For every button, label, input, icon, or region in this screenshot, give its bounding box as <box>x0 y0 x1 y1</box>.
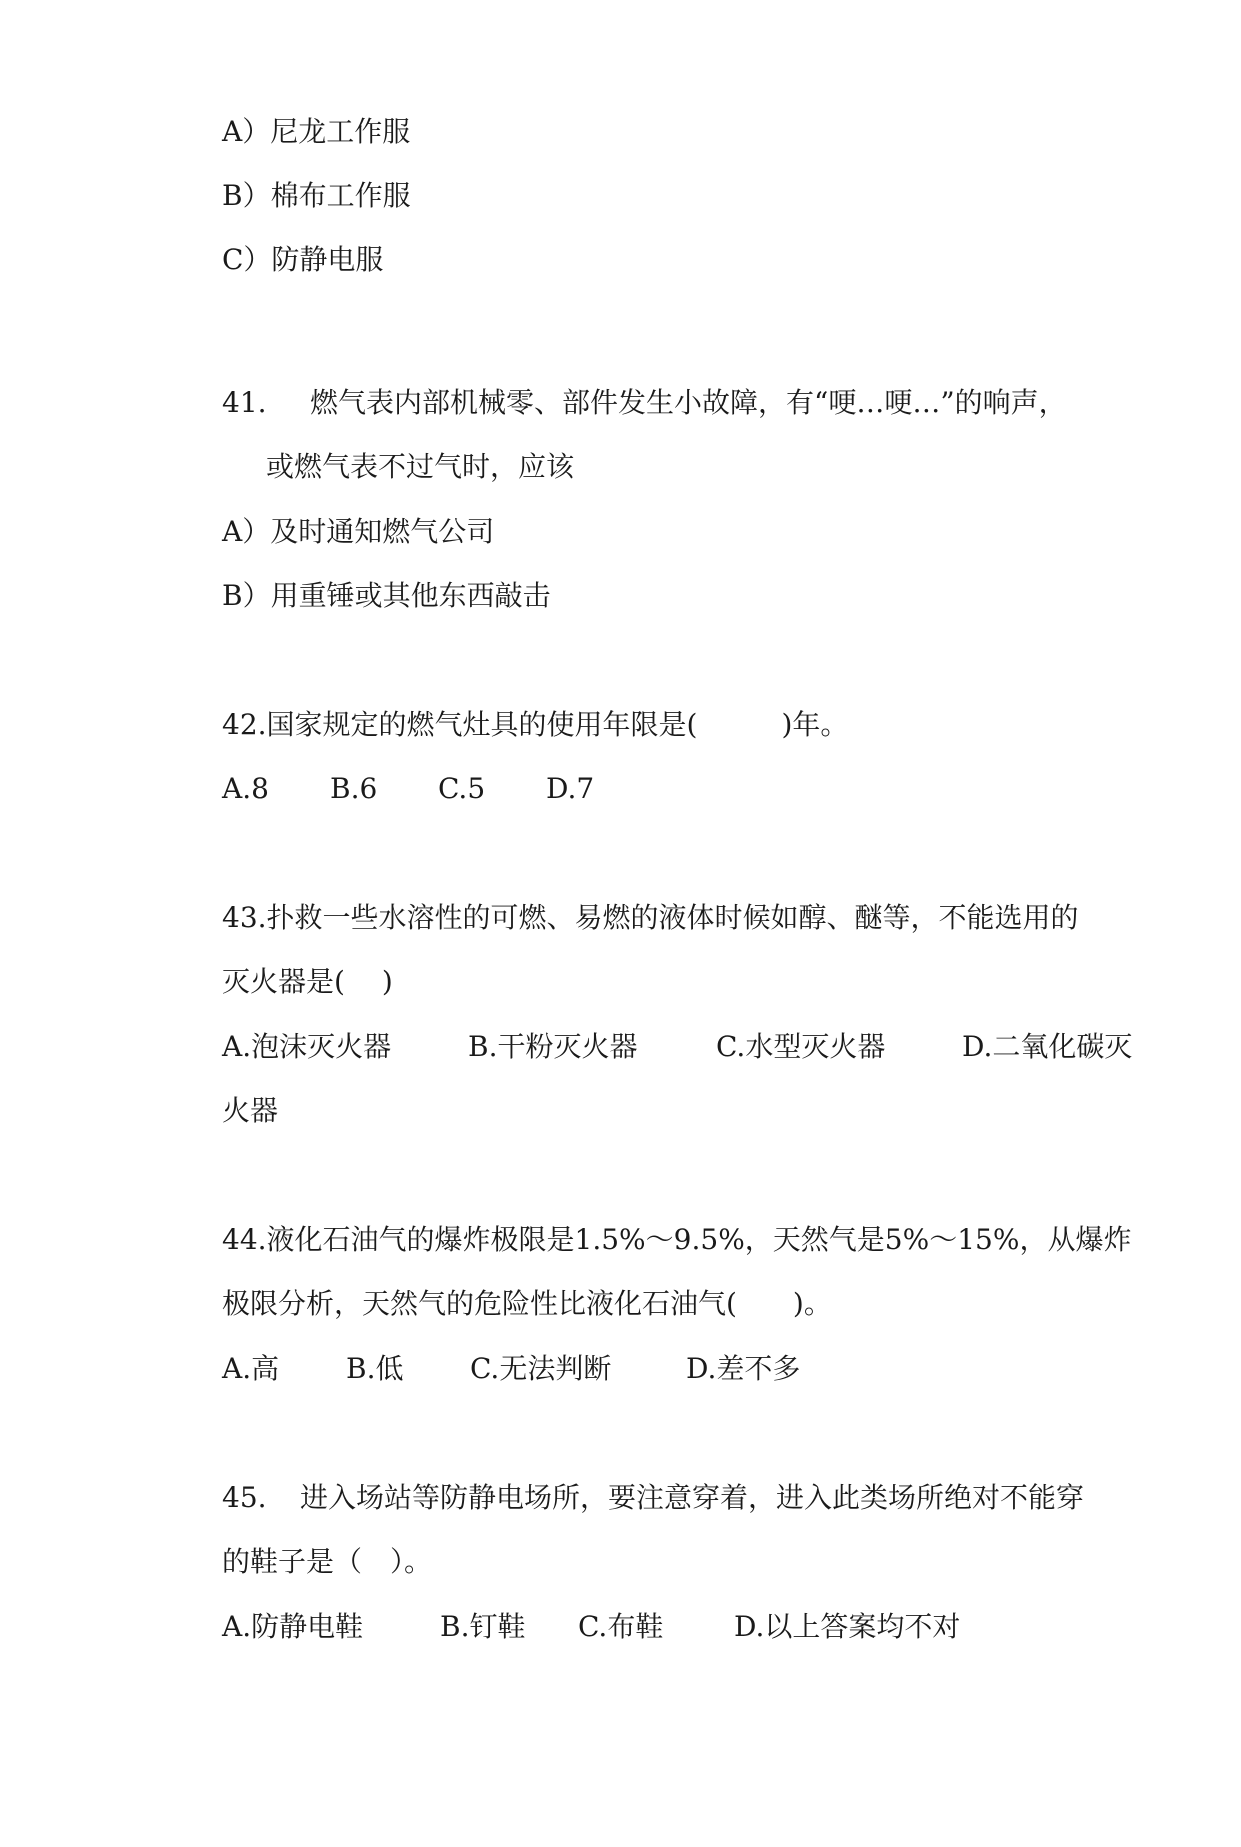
q41-question-line2: 或燃气表不过气时，应该 <box>266 450 575 483</box>
q40-option-a: A）尼龙工作服 <box>222 115 411 148</box>
q44-option-b: B.低 <box>346 1352 404 1385</box>
q45-option-d: D.以上答案均不对 <box>734 1610 961 1643</box>
q44-option-c: C.无法判断 <box>470 1352 612 1385</box>
q45-option-b: B.钉鞋 <box>440 1610 526 1643</box>
q42-option-d: D.7 <box>546 772 595 805</box>
q42-option-a: A.8 <box>222 772 269 805</box>
q45-option-c: C.布鞋 <box>578 1610 664 1643</box>
q43-option-c: C.水型灭火器 <box>716 1030 886 1063</box>
q44-option-d: D.差不多 <box>686 1352 801 1385</box>
q43-option-d-wrap: 火器 <box>222 1094 279 1127</box>
q44-options <box>222 1349 1122 1389</box>
q43-question-line1: 43.扑救一些水溶性的可燃、易燃的液体时候如醇、醚等，不能选用的 <box>222 901 1079 934</box>
q44-option-a: A.高 <box>222 1352 280 1385</box>
q43-option-b: B.干粉灭火器 <box>468 1030 638 1063</box>
q40-option-b: B）棉布工作服 <box>222 179 411 212</box>
q43-question-line2: 灭火器是( ) <box>222 965 393 998</box>
q43-option-a: A.泡沫灭火器 <box>222 1030 392 1063</box>
q44-question-line1: 44.液化石油气的爆炸极限是1.5%～9.5%，天然气是5%～15%，从爆炸 <box>222 1223 1132 1256</box>
q42-question: 42.国家规定的燃气灶具的使用年限是( )年。 <box>222 708 849 741</box>
q42-option-c: C.5 <box>438 772 486 805</box>
q40-option-c: C）防静电服 <box>222 243 384 276</box>
q45-number: 45. <box>222 1481 267 1514</box>
q41-number: 41. <box>222 386 267 419</box>
q44-question-line2: 极限分析，天然气的危险性比液化石油气( )。 <box>222 1287 832 1320</box>
q41-option-a: A）及时通知燃气公司 <box>222 515 495 548</box>
q45-option-a: A.防静电鞋 <box>222 1610 364 1643</box>
q45-question-line2: 的鞋子是（ ）。 <box>222 1545 433 1578</box>
q45-options <box>222 1607 1122 1647</box>
q41-option-b: B）用重锤或其他东西敲击 <box>222 579 551 612</box>
q42-option-b: B.6 <box>330 772 378 805</box>
q41-question-line1: 燃气表内部机械零、部件发生小故障，有“哽…哽…”的响声， <box>310 386 1067 419</box>
q42-options <box>222 769 1122 809</box>
q45-question-line1: 进入场站等防静电场所，要注意穿着，进入此类场所绝对不能穿 <box>300 1481 1085 1514</box>
q43-option-d: D.二氧化碳灭 <box>962 1030 1133 1063</box>
q43-options <box>222 1027 1162 1067</box>
